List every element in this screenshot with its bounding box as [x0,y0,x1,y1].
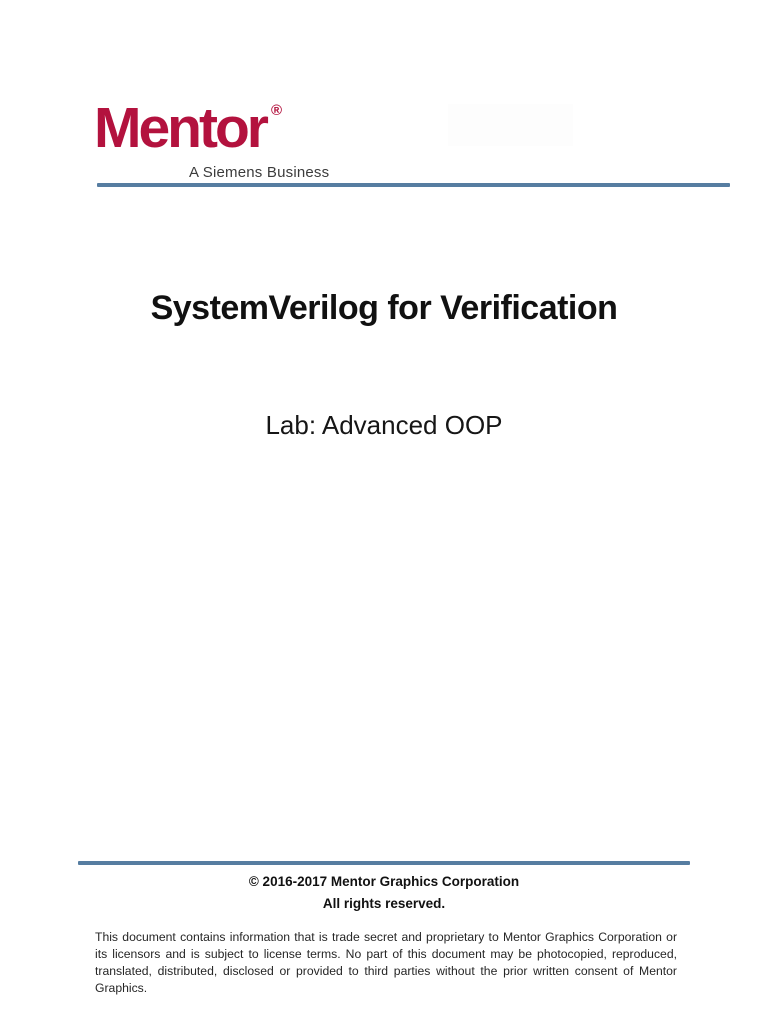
registered-trademark-icon: ® [270,102,283,119]
header-rule [97,183,730,187]
mentor-logo [94,96,283,160]
footer-rule [78,861,690,865]
siemens-tagline: A Siemens Business [189,164,330,181]
mentor-logo-text: Mentor [94,96,266,160]
legal-disclaimer: This document contains information that is trade secret and proprietary to Mentor Graphics Corporation or its licensors and is subject to license terms. No part of this document may be photocopied, reproduced, translated, distributed, disclosed or provided to third parties without the prior written consent of Mentor Graphics. [95,930,677,995]
scan-artifact-watermark [448,104,573,146]
copyright-line: © 2016-2017 Mentor Graphics Corporation [248,874,520,889]
document-title: SystemVerilog for Verification [150,289,618,327]
document-subtitle: Lab: Advanced OOP [265,410,503,440]
rights-reserved-line: All rights reserved. [322,896,446,911]
